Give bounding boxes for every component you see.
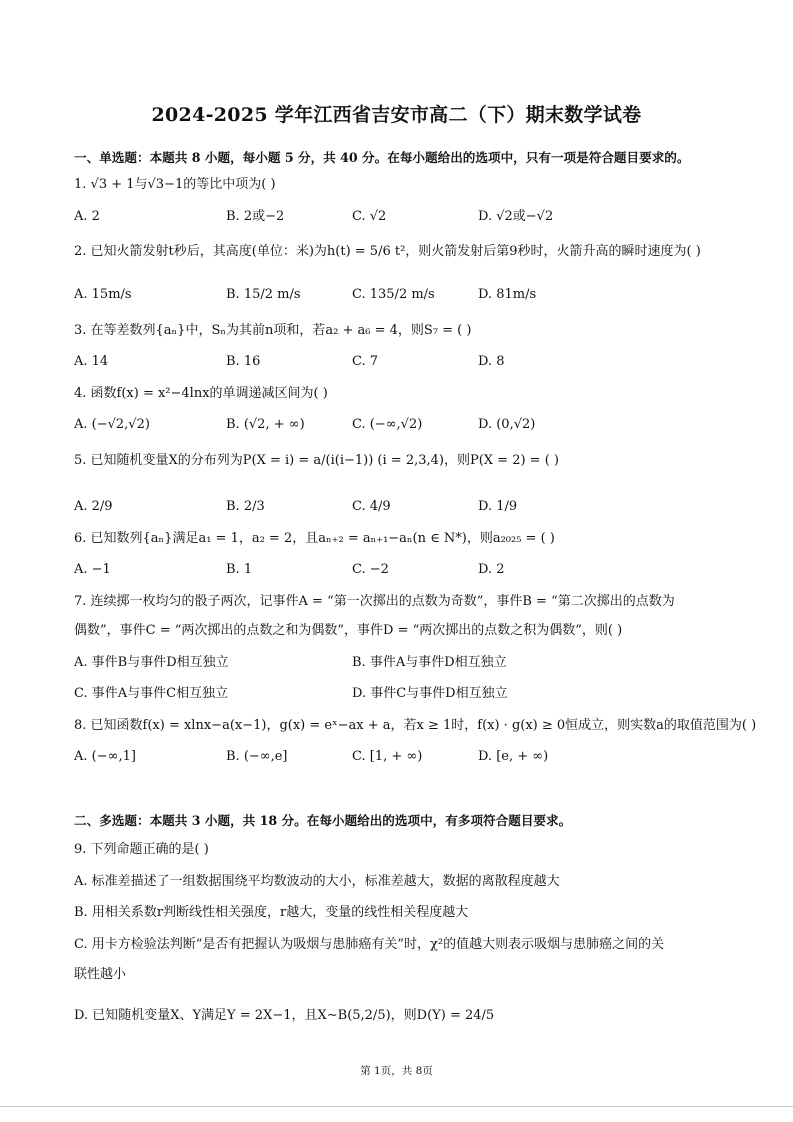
question-6-stem: 6. 已知数列{aₙ}满足a₁ = 1，a₂ = 2，且aₙ₊₂ = aₙ₊₁−aₙ(n ∈ N*)，则a₂₀₂₅ = ( ): [74, 531, 555, 546]
question-2-option-c: C. 135/2 m/s: [352, 287, 435, 302]
question-8-stem: 8. 已知函数f(x) = xlnx−a(x−1)，g(x) = eˣ−ax + a，若x ≥ 1时，f(x) · g(x) ≥ 0恒成立，则实数a的取值范围为( ): [74, 718, 757, 733]
question-7-option-a: A. 事件B与事件D相互独立: [74, 655, 229, 670]
question-2-option-d: D. 81m/s: [478, 287, 537, 302]
question-2-stem: 2. 已知火箭发射t秒后，其高度(单位：米)为h(t) = 5/6 t²，则火箭发射后第9秒时，火箭升高的瞬时速度为( ): [74, 244, 701, 259]
question-3-option-d: D. 8: [478, 354, 505, 369]
question-3-option-b: B. 16: [226, 354, 261, 369]
page-bottom-divider: [0, 1106, 793, 1107]
question-2-option-b: B. 15/2 m/s: [226, 287, 301, 302]
question-9-stem: 9. 下列命题正确的是( ): [74, 842, 209, 857]
question-3-stem: 3. 在等差数列{aₙ}中，Sₙ为其前n项和，若a₂ + a₆ = 4，则S₇ = ( ): [74, 323, 472, 338]
section-header-single-choice: 一、单选题：本题共 8 小题，每小题 5 分，共 40 分。在每小题给出的选项中，只有一项是符合题目要求的。: [74, 150, 690, 165]
question-4-option-b: B. (√2, + ∞): [226, 417, 305, 432]
question-4-option-a: A. (−√2,√2): [74, 417, 150, 432]
question-4-option-c: C. (−∞,√2): [352, 417, 423, 432]
question-7-option-d: D. 事件C与事件D相互独立: [352, 686, 508, 701]
question-3-option-c: C. 7: [352, 354, 379, 369]
question-9-option-d: D. 已知随机变量X、Y满足Y = 2X−1，且X∼B(5,2/5)，则D(Y) = 24/5: [74, 1008, 495, 1023]
question-7-stem-line-1: 7. 连续掷一枚均匀的骰子两次，记事件A = “第一次掷出的点数为奇数”，事件B = “第二次掷出的点数为: [74, 594, 675, 609]
question-8-option-c: C. [1, + ∞): [352, 749, 423, 764]
question-5-option-b: B. 2/3: [226, 499, 265, 514]
section-header-multiple-choice: 二、多选题：本题共 3 小题，共 18 分。在每小题给出的选项中，有多项符合题目要求。: [74, 813, 572, 828]
question-6-option-d: D. 2: [478, 562, 505, 577]
question-2-option-a: A. 15m/s: [74, 287, 132, 302]
question-4-option-d: D. (0,√2): [478, 417, 536, 432]
question-5-option-d: D. 1/9: [478, 499, 518, 514]
question-8-option-d: D. [e, + ∞): [478, 749, 549, 764]
question-1-option-b: B. 2或−2: [226, 209, 285, 224]
question-7-option-c: C. 事件A与事件C相互独立: [74, 686, 229, 701]
page-title: 2024-2025 学年江西省吉安市高二（下）期末数学试卷: [151, 104, 642, 126]
question-8-option-a: A. (−∞,1]: [74, 749, 136, 764]
question-4-stem: 4. 函数f(x) = x²−4lnx的单调递减区间为( ): [74, 386, 328, 401]
question-7-stem-line-2: 偶数”，事件C = “两次掷出的点数之和为偶数”，事件D = “两次掷出的点数之积为偶数”，则( ): [74, 623, 623, 638]
question-3-option-a: A. 14: [74, 354, 109, 369]
question-9-option-b: B. 用相关系数r判断线性相关强度，r越大，变量的线性相关程度越大: [74, 905, 469, 920]
page-footer: 第 1页，共 8页: [360, 1065, 433, 1077]
question-7-option-b: B. 事件A与事件D相互独立: [352, 655, 507, 670]
question-6-option-c: C. −2: [352, 562, 389, 577]
question-9-option-c-line-2: 联性越小: [74, 967, 127, 982]
question-8-option-b: B. (−∞,e]: [226, 749, 288, 764]
question-6-option-b: B. 1: [226, 562, 253, 577]
question-1-stem: 1. √3 + 1与√3−1的等比中项为( ): [74, 177, 276, 192]
question-1-option-a: A. 2: [74, 209, 100, 224]
question-5-option-c: C. 4/9: [352, 499, 391, 514]
question-6-option-a: A. −1: [74, 562, 111, 577]
question-9-option-a: A. 标准差描述了一组数据围绕平均数波动的大小，标准差越大，数据的离散程度越大: [74, 874, 560, 889]
question-9-option-c-line-1: C. 用卡方检验法判断“是否有把握认为吸烟与患肺癌有关”时，χ²的值越大则表示吸烟与患肺癌之间的关: [74, 937, 665, 952]
question-1-option-d: D. √2或−√2: [478, 209, 554, 224]
question-5-option-a: A. 2/9: [74, 499, 113, 514]
question-5-stem: 5. 已知随机变量X的分布列为P(X = i) = a/(i(i−1)) (i = 2,3,4)，则P(X = 2) = ( ): [74, 453, 559, 468]
question-1-option-c: C. √2: [352, 209, 387, 224]
